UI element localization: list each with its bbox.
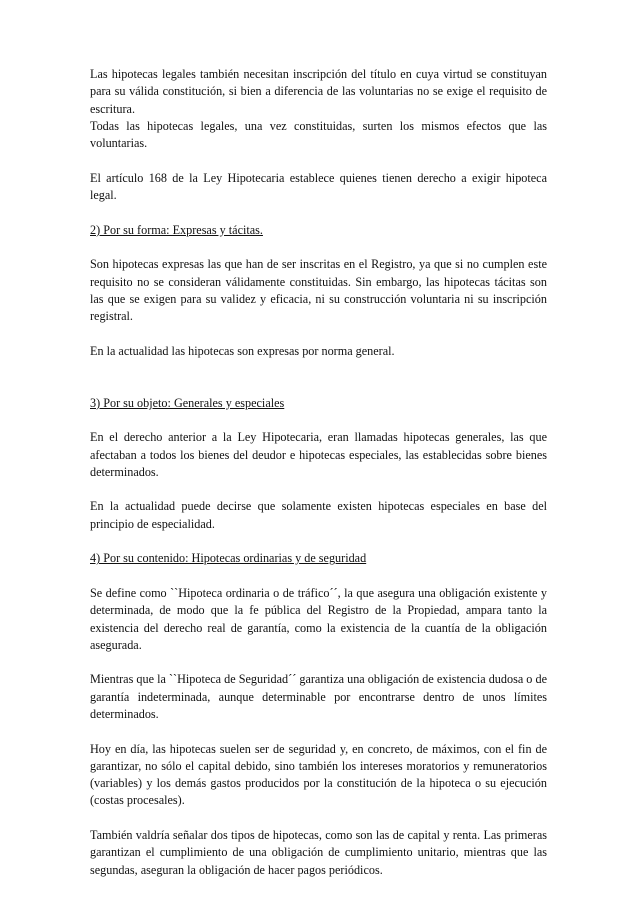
- paragraph-express-current: En la actualidad las hipotecas son expresas por norma general.: [90, 343, 395, 358]
- paragraph-general-special: En el derecho anterior a la Ley Hipotecaria, eran llamadas hipotecas generales, las que afectaban a todos los bienes del deudor e hipotecas especiales, las establecidas sobre bienes determinados.: [90, 430, 547, 479]
- heading-by-content: 4) Por su contenido: Hipotecas ordinarias y de seguridad: [90, 551, 367, 566]
- paragraph-special-current: En la actualidad puede decirse que solamente existen hipotecas especiales en base del principio de especialidad.: [90, 499, 547, 531]
- paragraph-legal-inscription: Las hipotecas legales también necesitan inscripción del título en cuya virtud se constituyan para su válida constitución, si bien a diferencia de las voluntarias no se exige el requisito de escritura.: [90, 67, 547, 116]
- document-page: [90, 66, 547, 879]
- paragraph-express-tacit: Son hipotecas expresas las que han de ser inscritas en el Registro, ya que si no cumplen este requisito no se consideran válidamente constituidas. Sin embargo, las hipotecas tácitas son las que se exigen para su validez y eficacia, ni su construcción voluntaria ni su inscripción registral.: [90, 257, 547, 324]
- paragraph-legal-effects: Todas las hipotecas legales, una vez constituidas, surten los mismos efectos que las voluntarias.: [90, 118, 547, 151]
- paragraph-article-168: El artículo 168 de la Ley Hipotecaria establece quienes tienen derecho a exigir hipoteca legal.: [90, 170, 547, 203]
- paragraph-capital-rent: También valdría señalar dos tipos de hipotecas, como son las de capital y renta. Las primeras garantizan el cumplimiento de una obligación de cumplimiento unitario, mientras que las segundas, aseguran la obligación de hacer pagos periódicos.: [90, 828, 547, 877]
- heading-by-form: 2) Por su forma: Expresas y tácitas.: [90, 222, 263, 237]
- heading-by-object: 3) Por su objeto: Generales y especiales: [90, 395, 285, 410]
- paragraph-security-mortgage: Mientras que la ``Hipoteca de Seguridad´´ garantiza una obligación de existencia dudosa o de garantía indeterminada, aunque determinable por encontrarse dentro de unos límites determinados.: [90, 672, 547, 721]
- paragraph-ordinary-mortgage: Se define como ``Hipoteca ordinaria o de tráfico´´, la que asegura una obligación existente y determinada, de modo que la fe pública del Registro de la Propiedad, ampara tanto la existencia del derecho real de garantía, como la existencia de la cuantía de la obligación asegurada.: [90, 585, 547, 652]
- paragraph-maximum-mortgage: Hoy en día, las hipotecas suelen ser de seguridad y, en concreto, de máximos, con el fin de garantizar, no sólo el capital debido, sino también los intereses moratorios y remuneratorios (variables) y los demás gastos producidos por la constitución de la hipoteca o su ejecución (costas procesales).: [90, 741, 547, 808]
